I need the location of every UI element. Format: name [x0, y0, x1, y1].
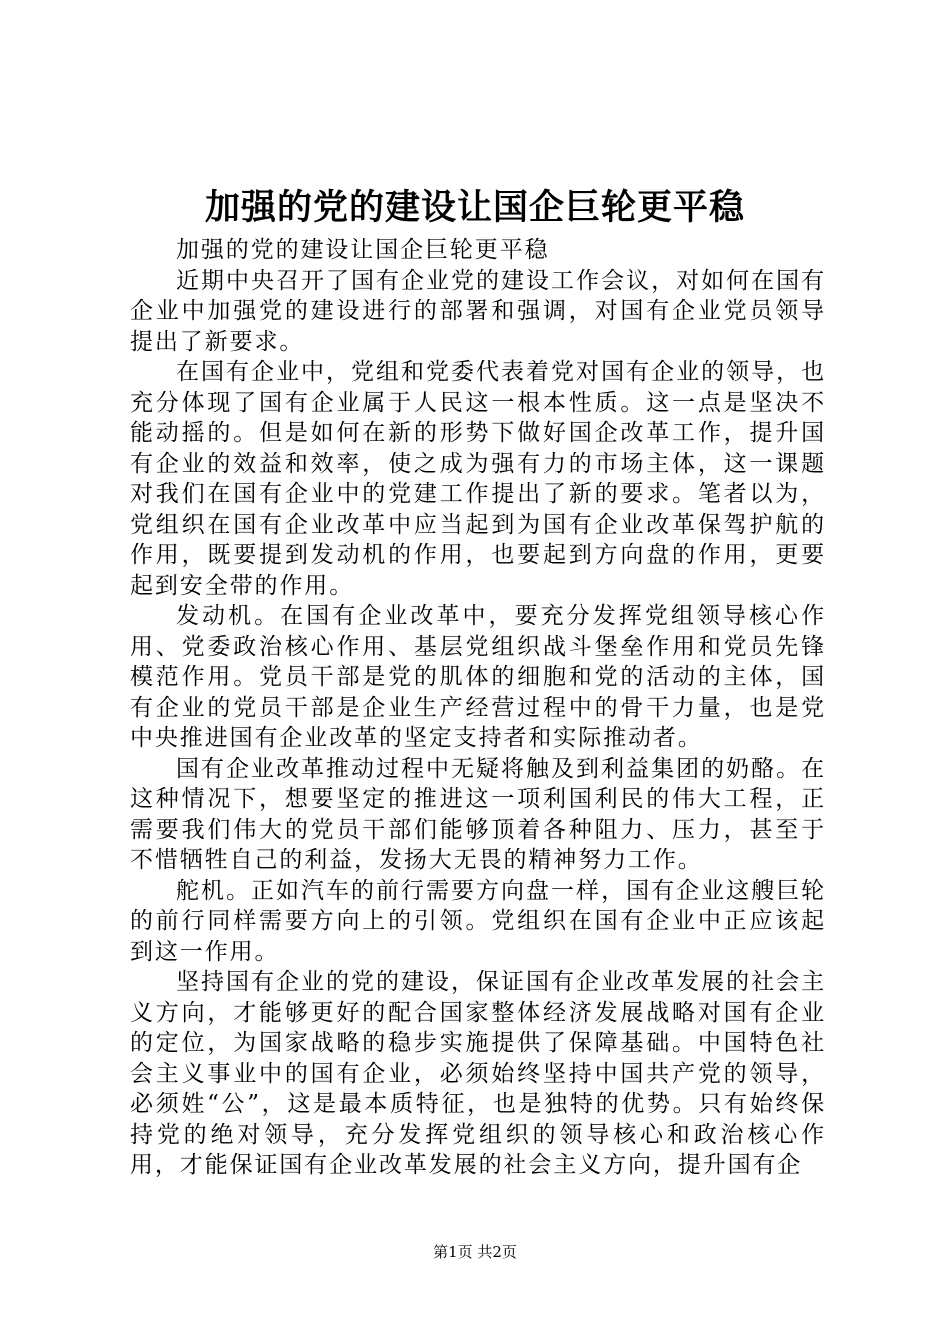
body-paragraph: 近期中央召开了国有企业党的建设工作会议，对如何在国有企业中加强党的建设进行的部署和强调，对国有企业党员领导提出了新要求。: [130, 267, 826, 355]
body-paragraph: 国有企业改革推动过程中无疑将触及到利益集团的奶酪。在这种情况下，想要坚定的推进这一项利国利民的伟大工程，正需要我们伟大的党员干部们能够顶着各种阻力、压力，甚至于不惜牺牲自己的利益，发扬大无畏的精神努力工作。: [130, 755, 826, 873]
document-body: [130, 235, 826, 1181]
page-number-footer: 第1页 共2页: [433, 1243, 517, 1261]
body-paragraph: 坚持国有企业的党的建设，保证国有企业改革发展的社会主义方向，才能够更好的配合国家整体经济发展战略对国有企业的定位，为国家战略的稳步实施提供了保障基础。中国特色社会主义事业中的国有企业，必须始终坚持中国共产党的领导，必须姓“公”，这是最本质特征，也是独特的优势。只有始终保持党的绝对领导，充分发挥党组织的领导核心和政治核心作用，才能保证国有企业改革发展的社会主义方向，提升国有企: [130, 969, 826, 1178]
document-title: 加强的党的建设让国企巨轮更平稳: [204, 187, 745, 228]
subtitle-paragraph: 加强的党的建设让国企巨轮更平稳: [176, 237, 550, 263]
body-paragraph: 舵机。正如汽车的前行需要方向盘一样，国有企业这艘巨轮的前行同样需要方向上的引领。党组织在国有企业中正应该起到这一作用。: [130, 877, 826, 965]
body-paragraph: 发动机。在国有企业改革中，要充分发挥党组领导核心作用、党委政治核心作用、基层党组织战斗堡垒作用和党员先锋模范作用。党员干部是党的肌体的细胞和党的活动的主体，国有企业的党员干部是企业生产经营过程中的骨干力量，也是党中央推进国有企业改革的坚定支持者和实际推动者。: [130, 603, 826, 751]
body-paragraph: 在国有企业中，党组和党委代表着党对国有企业的领导，也充分体现了国有企业属于人民这一根本性质。这一点是坚决不能动摇的。但是如何在新的形势下做好国企改革工作，提升国有企业的效益和效率，使之成为强有力的市场主体，这一课题对我们在国有企业中的党建工作提出了新的要求。笔者以为，党组织在国有企业改革中应当起到为国有企业改革保驾护航的作用，既要提到发动机的作用，也要起到方向盘的作用，更要起到安全带的作用。: [130, 359, 826, 599]
